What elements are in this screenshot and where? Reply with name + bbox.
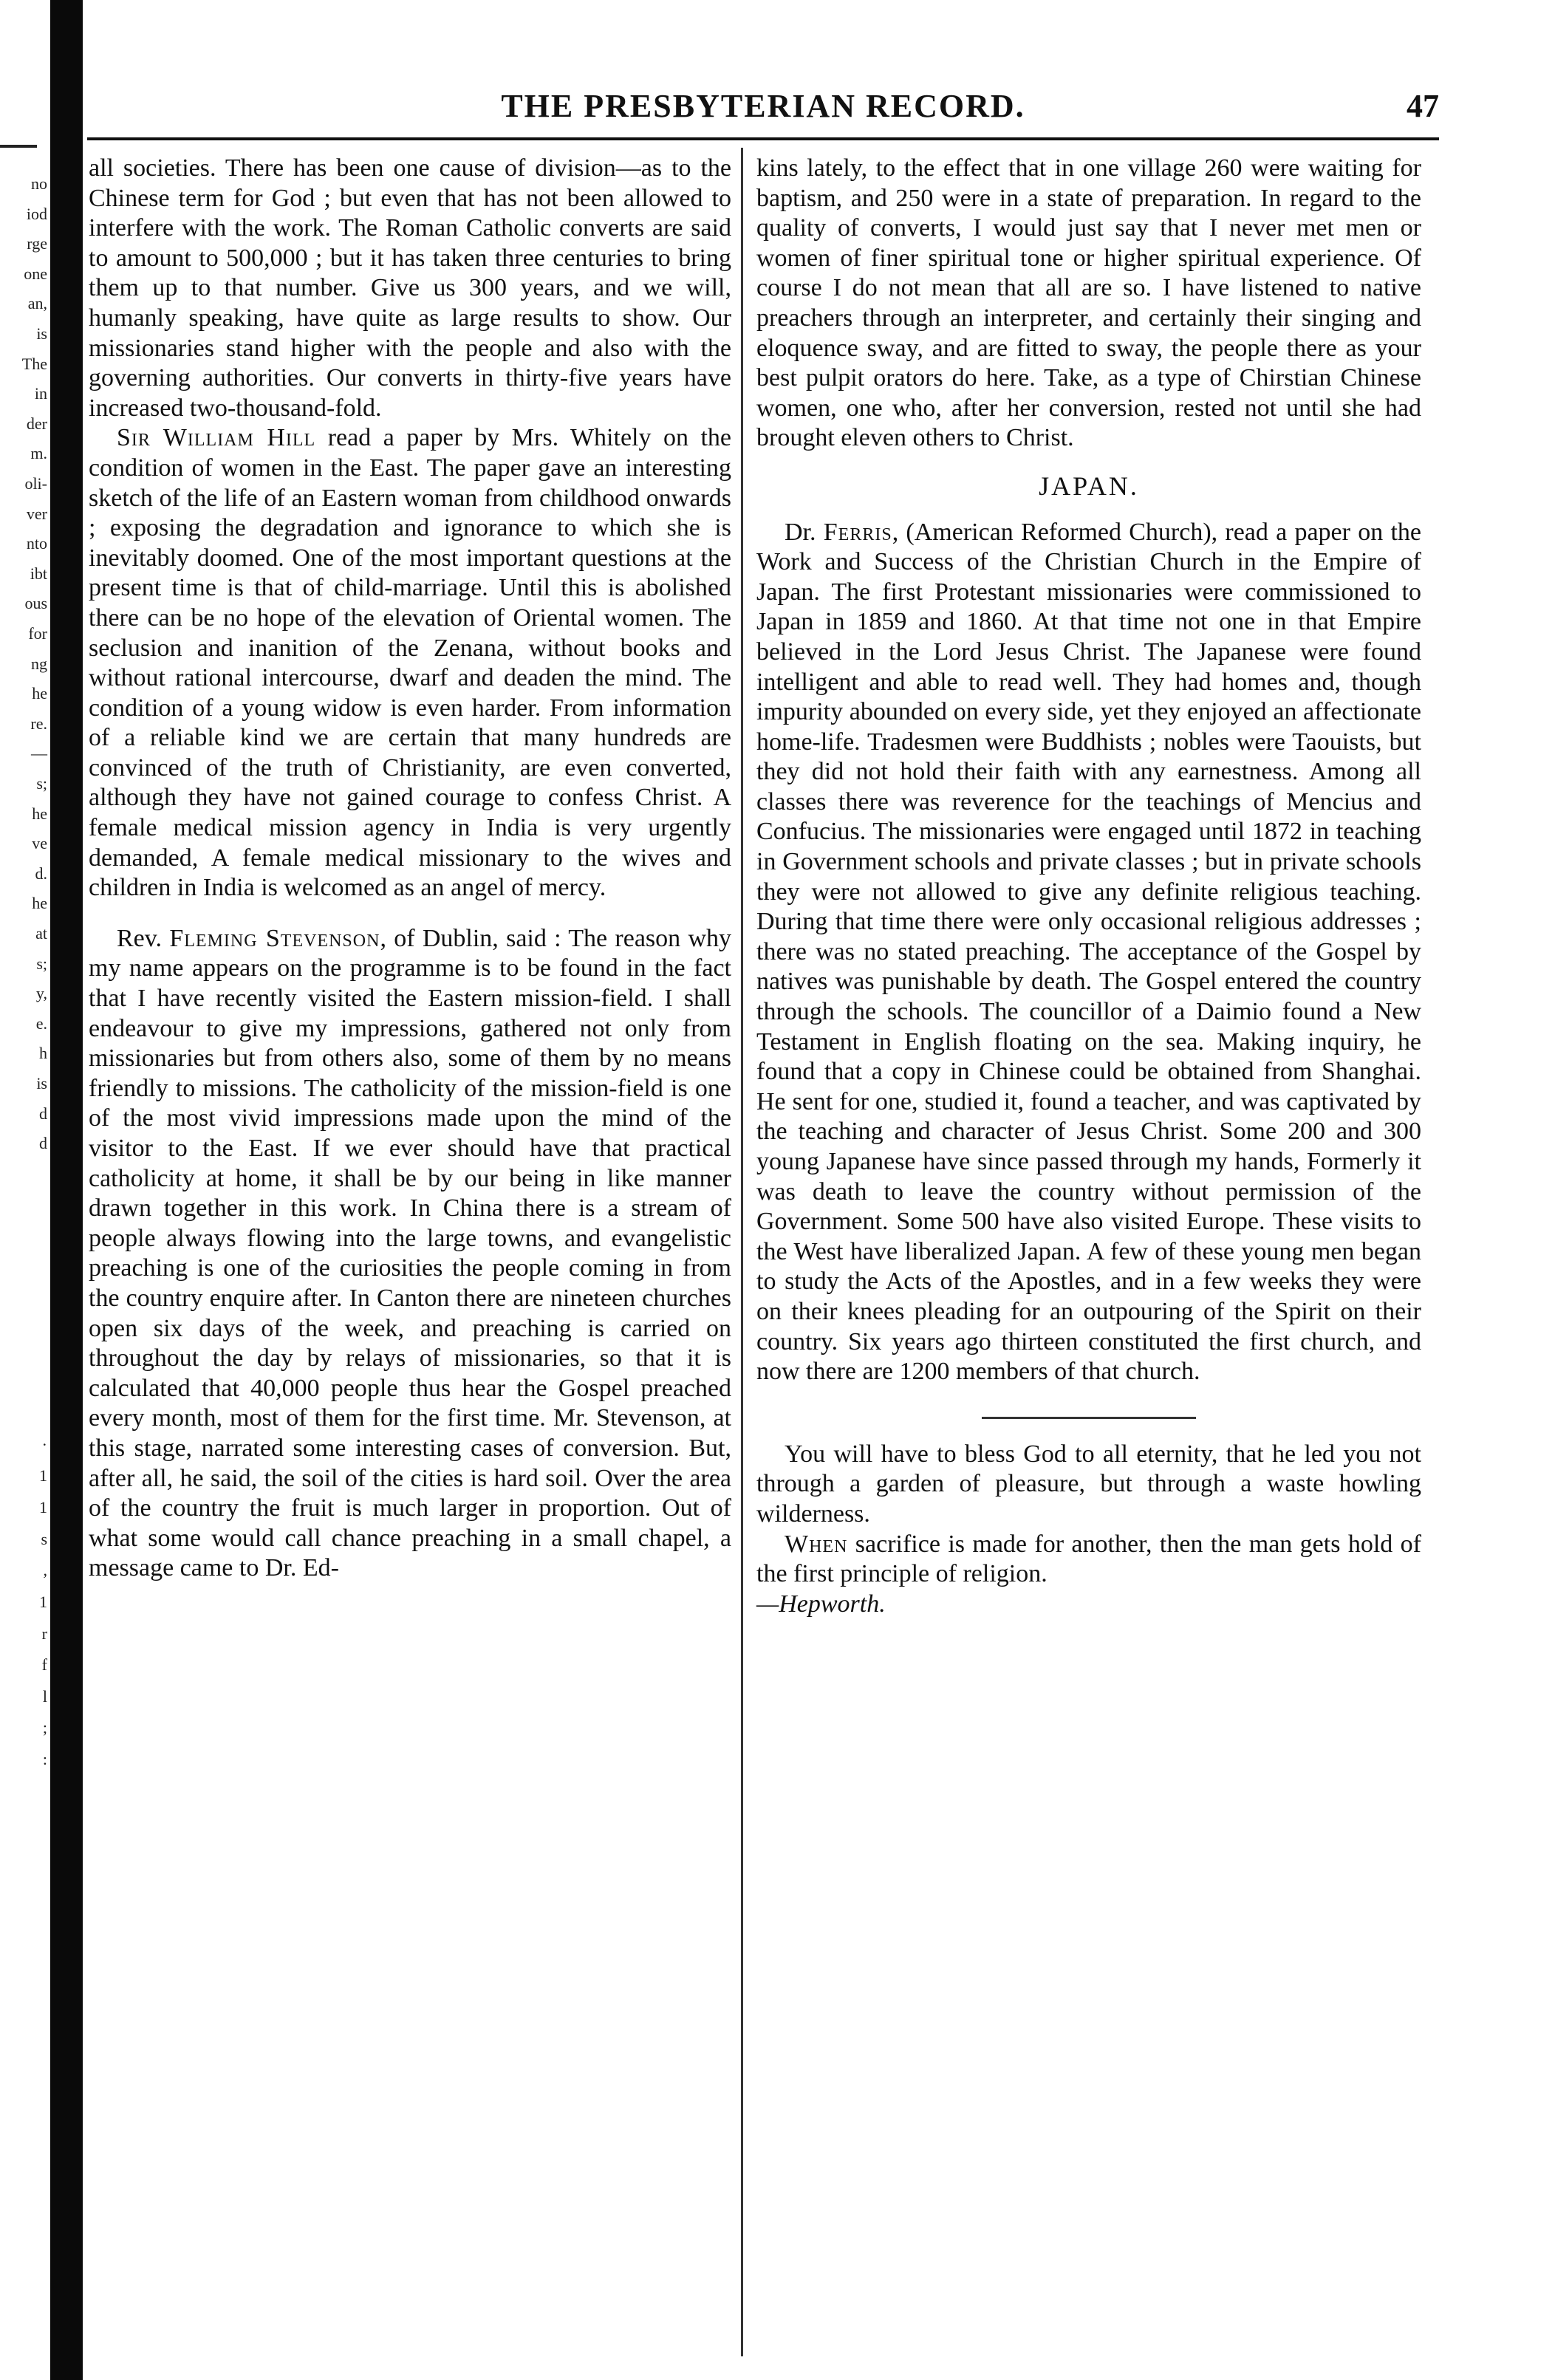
section-separator bbox=[982, 1417, 1196, 1419]
margin-fragment: is bbox=[36, 1074, 47, 1092]
paragraph-text: , of Dublin, said : The reason why my name appears on the programme is to be found in the fact that I have recently visited the Eastern mission-field. I shall endeavour to give my impressions, gathered not only from missionaries but from others also, some of them by no means friendly to missions. The catholicity of the mission-field is one of the most vivid impressions made upon the mind of the visitor to the East. If we ever should have that practical catholicity at home, it shall be by our being in like manner drawn together in this work. In China there is a stream of people always flowing into the large towns, and evangelistic preaching is one of the curiosities the people coming in from the country enquire after. In Canton there are nineteen churches open six days of the week, and preaching is carried on throughout the day by relays of missionaries, so that it is calculated that 40,000 people thus hear the Gospel preached every month, most of them for the first time. Mr. Stevenson, at this stage, narrated some interesting cases of conversion. But, after all, he said, the soil of the cities is hard soil. Over the area of the country the fruit is much larger in proportion. Out of what some would call chance preaching in a small chapel, a message came to Dr. Ed- bbox=[89, 924, 732, 1582]
margin-fragment: ng bbox=[31, 654, 47, 673]
page-number: 47 bbox=[1407, 88, 1439, 124]
paragraph-gap bbox=[89, 903, 731, 924]
speaker-name: Fleming Stevenson bbox=[169, 924, 380, 952]
margin-fragment: ve bbox=[32, 834, 47, 853]
margin-fragment: e. bbox=[35, 1013, 47, 1033]
paragraph-text: , (American Reformed Church), read a paper on the Work and Success of the Christian Church in the Empire of Japan. The first Protestant missionaries were commissioned to Japan in 1859 and 1860. At that time not one in that Empire believed in the Lord Jesus Christ. The Japanese were found intelligent and able to read well. They had homes and, though impurity abounded on every side, yet they enjoyed an affectionate home-life. Tradesmen were Buddhists ; nobles were Taouists, but they did not hold their faith with any earnestness. Among all classes there was reverence for the teachings of Mencius and Confucius. The missionaries were engaged until 1872 in teaching in Government schools and private classes ; but in private schools they were not allowed to give any definite religious teaching. During that time there were only occasional religious addresses ; there was no stated preaching. The acceptance of the Gospel by natives was punishable by death. The Gospel entered the country through the schools. The councillor of a Daimio found a New Testament in English floating on the sea. Making inquiry, he found that a copy in Chinese could be obtained from Shanghai. He sent for one, studied it, found a teacher, and was captivated by the teaching and character of Jesus Christ. Some 200 and 300 young Japanese have since passed through my hands, Formerly it was death to leave the country without permission of the Government. Some 500 have also visited Europe. These visits to the West have liberalized Japan. A few of these young men began to study the Acts of the Apostles, and in a few weeks they were on their knees pleading for an outpouring of the Spirit on their country. Six years ago thirteen constituted the first church, and now there are 1200 members of that church. bbox=[756, 518, 1421, 1386]
margin-fragment: der bbox=[26, 414, 47, 433]
margin-fragment: he bbox=[32, 894, 47, 913]
margin-fragment: : bbox=[42, 1750, 47, 1769]
margin-fragment: s; bbox=[36, 774, 47, 793]
margin-fragment: ver bbox=[26, 504, 47, 523]
margin-fragment: in bbox=[34, 384, 47, 403]
margin-fragment: one bbox=[24, 264, 47, 283]
margin-fragment: , bbox=[43, 1561, 47, 1580]
section-heading-japan: JAPAN. bbox=[1039, 471, 1139, 501]
margin-fragment: rge bbox=[27, 234, 47, 253]
binding-shadow bbox=[50, 0, 83, 2380]
left-column bbox=[89, 154, 731, 1584]
margin-fragment: is bbox=[36, 324, 47, 343]
margin-fragment: s; bbox=[36, 954, 47, 973]
margin-fragment: m. bbox=[30, 444, 47, 463]
margin-fragment: f bbox=[41, 1655, 47, 1675]
margin-fragment: oli- bbox=[24, 474, 47, 493]
margin-fragment: re. bbox=[30, 714, 47, 733]
paragraph-sir-william-hill bbox=[89, 423, 731, 903]
margin-fragment: no bbox=[31, 174, 47, 193]
lead-word: When bbox=[785, 1530, 848, 1558]
paragraph-text: read a paper by Mrs. Whitely on the condition of women in the East. The paper gave an interesting sketch of the life of an Eastern woman from childhood onwards ; exposing the degradation and ignorance to which she is inevitably doomed. One of the most important questions at the present time is that of child-marriage. Until this is abolished there can be no hope of the elevation of Oriental women. The seclusion and inanition of the Zenana, without books and without rational intercourse, dwarf and deaden the mind. The condition of a young widow is even harder. From information of a reliable kind we are certain that many hundreds are convinced of the truth of Christianity, are even converted, although they have not gained courage to confess Christ. A female medical mission agency in India is very urgently demanded, A female medical missionary to the wives and children in India is welcomed as an angel of mercy. bbox=[89, 424, 732, 902]
margin-fragment: 1 bbox=[39, 1592, 47, 1611]
margin-fragment: for bbox=[28, 624, 47, 643]
margin-fragment: ; bbox=[42, 1718, 47, 1737]
speaker-prefix: Dr. bbox=[785, 518, 816, 546]
margin-fragment: 1 bbox=[39, 1466, 47, 1485]
margin-fragment: y, bbox=[35, 984, 47, 1003]
paragraph-continued: kins lately, to the effect that in one village 260 were waiting for baptism, and 250 were in a state of preparation. In regard to the quality of converts, I would just say that I never met men or women of finer spiritual tone or higher spiritual experience. Of course I do not mean that all are so. I have listened to native preachers through an interpreter, and certainly their singing and eloquence sway, and are fitted to sway, the people there as your best pulpit orators do here. Take, as a type of Chirstian Chinese women, one who, after her conversion, rested not until she had brought eleven others to Christ. bbox=[756, 154, 1421, 452]
margin-fragment: ibt bbox=[30, 564, 47, 583]
margin-fragment: he bbox=[32, 684, 47, 703]
paragraph-dr-ferris bbox=[756, 518, 1421, 1387]
running-head bbox=[87, 87, 1439, 131]
attribution bbox=[756, 1590, 1421, 1620]
quote-eternity: You will have to bless God to all eternity, that he led you not through a garden of pleasure, but through a waste howling wilderness. bbox=[756, 1440, 1421, 1528]
paragraph-continued: all societies. There has been one cause of division—as to the Chinese term for God ; but even that has not been allowed to interfere with the work. The Roman Catholic converts are said to amount to 500,000 ; but it has taken three centuries to bring them up to that number. Give us 300 years, and we will, humanly speaking, have quite as large results to show. Our missionaries stand higher with the people and also with the governing authorities. Our converts in thirty-five years have increased two-thousand-fold. bbox=[89, 154, 731, 422]
margin-fragment: he bbox=[32, 804, 47, 823]
margin-fragment: d. bbox=[35, 864, 47, 883]
margin-fragment: nto bbox=[26, 534, 47, 553]
margin-fragment: 1 bbox=[39, 1498, 47, 1517]
journal-title: THE PRESBYTERIAN RECORD. bbox=[501, 88, 1025, 124]
margin-fragment: d bbox=[39, 1134, 47, 1153]
margin-fragment: — bbox=[31, 744, 47, 763]
margin-fragment: at bbox=[35, 924, 47, 943]
speaker-name: Sir William Hill bbox=[117, 424, 316, 452]
paragraph-fleming-stevenson bbox=[89, 924, 731, 1584]
margin-fragment: d bbox=[39, 1104, 47, 1123]
right-column bbox=[756, 154, 1421, 1619]
margin-fragment: h bbox=[39, 1044, 47, 1063]
quote-sacrifice bbox=[756, 1530, 1421, 1590]
column-divider bbox=[741, 148, 743, 2356]
adjacent-page-text-fragments bbox=[0, 0, 49, 2380]
margin-fragment: r bbox=[41, 1624, 47, 1643]
speaker-prefix: Rev. bbox=[117, 924, 163, 952]
margin-fragment: l bbox=[42, 1686, 47, 1706]
margin-fragment: The bbox=[21, 354, 47, 373]
quote-text: sacrifice is made for another, then the man gets hold of the first principle of religion. bbox=[756, 1530, 1421, 1588]
header-rule bbox=[87, 137, 1439, 140]
margin-fragment: · bbox=[41, 1435, 47, 1454]
margin-fragment: ous bbox=[24, 594, 47, 613]
attribution-text: —Hepworth. bbox=[756, 1590, 886, 1618]
speaker-name: Ferris bbox=[823, 518, 892, 546]
margin-fragment: an, bbox=[27, 294, 47, 313]
margin-fragment: s bbox=[41, 1529, 47, 1548]
margin-fragment: iod bbox=[26, 204, 47, 223]
